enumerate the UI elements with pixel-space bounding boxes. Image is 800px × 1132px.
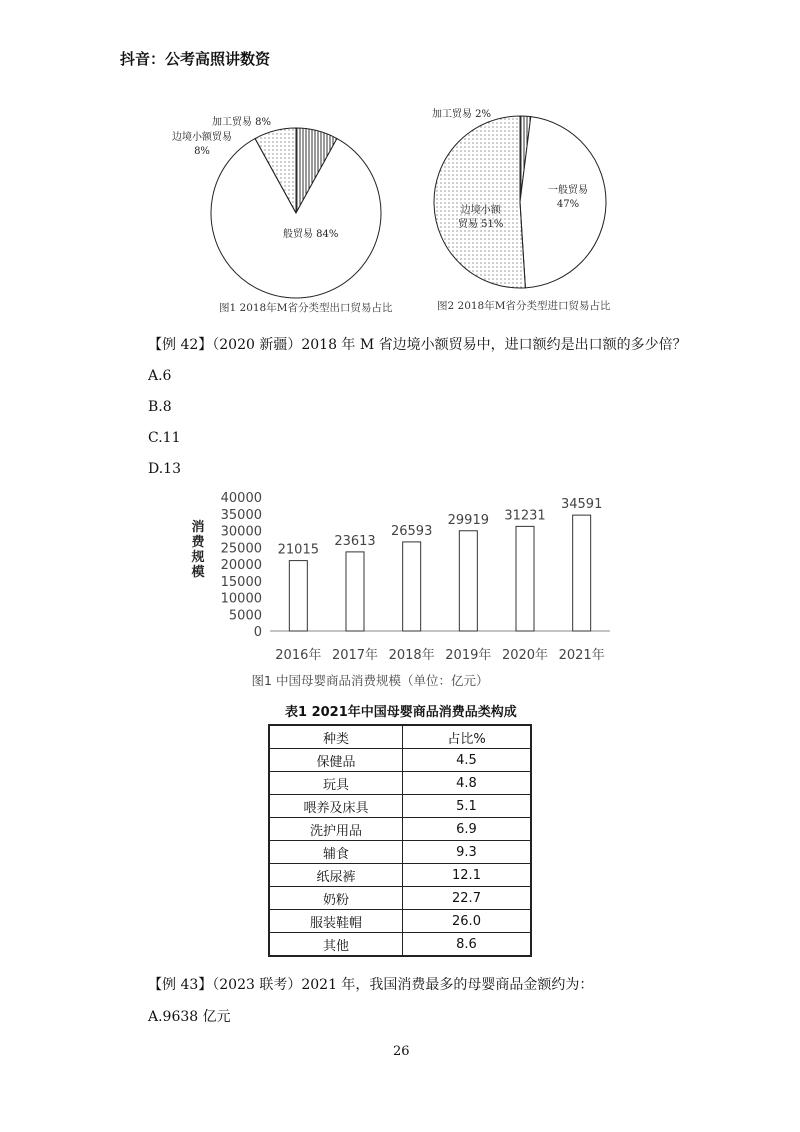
table-cell-category: 洗护用品 [269, 818, 403, 841]
table-cell-share: 5.1 [403, 795, 532, 818]
y-tick-label: 35000 [220, 507, 262, 523]
pie2-label-border [458, 204, 503, 232]
table-cell-category: 奶粉 [269, 887, 403, 910]
table-cell-category: 服装鞋帽 [269, 910, 403, 933]
table-header-category: 种类 [269, 725, 403, 749]
table-cell-share: 22.7 [403, 887, 532, 910]
pie2-slice-border [434, 116, 525, 288]
pie2-caption: 图2 2018年M省分类型进口贸易占比 [437, 300, 611, 312]
bar [459, 531, 477, 631]
page-header: 抖音：公考高照讲数资 [120, 50, 271, 68]
pie2-label-general-value: 47% [556, 199, 580, 210]
pie1-label-general: 般贸易 84% [283, 229, 339, 240]
y-tick-label: 5000 [228, 608, 262, 624]
table-category-share [268, 724, 532, 957]
table-row [269, 910, 531, 933]
q42-option-c: C.11 [148, 430, 181, 446]
table-cell-share: 9.3 [403, 841, 532, 864]
table-row [269, 818, 531, 841]
pie-chart-import [420, 108, 640, 308]
y-tick-label: 40000 [220, 491, 262, 506]
table-cell-share: 26.0 [403, 910, 532, 933]
bar [516, 526, 534, 631]
y-tick-label: 20000 [220, 558, 262, 573]
question-42: 【例 42】（2020 新疆）2018 年 M 省边境小额贸易中，进口额约是出口额的多少倍？ [148, 337, 687, 353]
table-header-row [269, 725, 531, 749]
bar-data-label: 31231 [504, 508, 546, 524]
pie1-label-border-name: 边境小额贸易 [172, 132, 232, 143]
q42-option-d: D.13 [148, 461, 181, 477]
x-tick-label: 2016年 [275, 648, 322, 663]
y-axis-label-char: 费 [191, 535, 205, 550]
table-row [269, 841, 531, 864]
table-row [269, 795, 531, 818]
q42-option-a: A.6 [148, 368, 172, 384]
pie2-label-processing: 加工贸易 2% [432, 109, 492, 120]
y-axis-label-char: 模 [191, 565, 205, 580]
pie2-label-border-value: 贸易 51% [458, 219, 504, 230]
bar [346, 552, 364, 631]
table-cell-share: 12.1 [403, 864, 532, 887]
q42-option-b: B.8 [148, 399, 172, 415]
bar [403, 542, 421, 631]
y-tick-label: 0 [253, 625, 262, 640]
table1-title: 表1 2021年中国母婴商品消费品类构成 [285, 705, 517, 720]
table-cell-category: 保健品 [269, 749, 403, 772]
pie1-label-border [172, 131, 232, 159]
x-tick-label: 2019年 [445, 648, 492, 663]
bar-data-label: 29919 [447, 512, 490, 528]
y-tick-label: 10000 [220, 591, 262, 607]
table-row [269, 933, 531, 957]
table-row [269, 772, 531, 795]
bar [573, 515, 591, 631]
table-cell-category: 纸尿裤 [269, 864, 403, 887]
page-number: 26 [393, 1044, 410, 1059]
y-tick-label: 15000 [220, 574, 262, 590]
bar-data-label: 34591 [560, 497, 603, 513]
pie2-label-general [548, 184, 588, 212]
pie2-label-general-name: 一般贸易 [548, 185, 588, 196]
table-row [269, 864, 531, 887]
bar-data-label: 23613 [334, 533, 376, 549]
pie1-caption: 图1 2018年M省分类型出口贸易占比 [219, 302, 393, 314]
table-row [269, 749, 531, 772]
table-cell-category: 玩具 [269, 772, 403, 795]
pie1-label-processing: 加工贸易 8% [212, 117, 272, 128]
pie2-label-border-name: 边境小额 [460, 205, 501, 216]
table-cell-share: 6.9 [403, 818, 532, 841]
table-cell-share: 8.6 [403, 933, 532, 957]
table-cell-share: 4.8 [403, 772, 532, 795]
table-row [269, 887, 531, 910]
table-cell-category: 辅食 [269, 841, 403, 864]
q43-option-a: A.9638 亿元 [148, 1009, 231, 1025]
bar-data-label: 21015 [277, 542, 320, 558]
y-tick-label: 25000 [220, 541, 262, 557]
x-tick-label: 2020年 [501, 648, 549, 663]
x-tick-label: 2017年 [331, 648, 379, 663]
pie1-label-border-value: 8% [194, 146, 210, 157]
y-tick-label: 30000 [220, 524, 262, 540]
chart-title: 图1 中国母婴商品消费规模（单位：亿元） [251, 673, 489, 688]
question-43: 【例 43】（2023 联考）2021 年，我国消费最多的母婴商品金额约为： [148, 977, 594, 993]
table-cell-category: 喂养及床具 [269, 795, 403, 818]
bar-chart-consumption [180, 485, 630, 695]
x-tick-label: 2018年 [388, 648, 435, 663]
table-cell-category: 其他 [269, 933, 403, 957]
table-header-share: 占比% [403, 725, 532, 749]
x-tick-label: 2021年 [558, 648, 605, 663]
y-axis-label-char: 消 [191, 520, 205, 535]
table-cell-share: 4.5 [403, 749, 532, 772]
bar [289, 561, 307, 631]
y-axis-label-char: 规 [191, 550, 205, 565]
bar-data-label: 26593 [390, 523, 433, 539]
